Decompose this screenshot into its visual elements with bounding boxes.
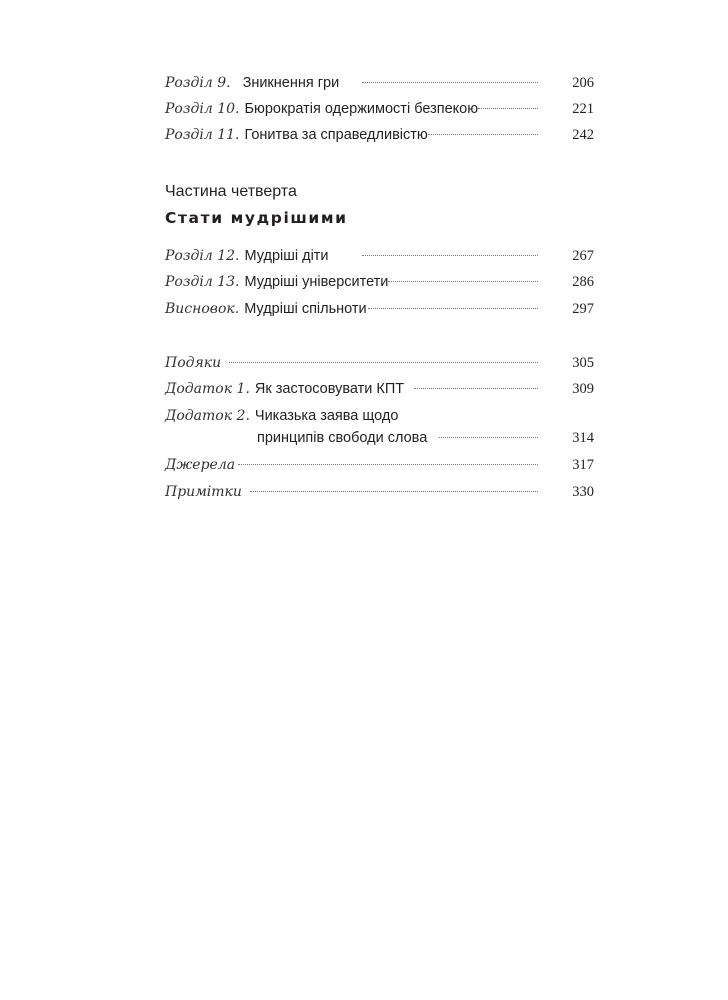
entry-title: Мудріші університети [244, 274, 389, 290]
dot-leader [414, 387, 538, 389]
entry-page-number: 330 [572, 484, 594, 500]
entry-label: Розділ 10. [165, 101, 240, 117]
entry-title-continuation: принципів свободи слова [257, 430, 428, 446]
toc-entry-chapter-11[interactable] [165, 124, 594, 146]
entry-title: Гонитва за справедливістю [244, 127, 428, 143]
toc-entry-appendix-1[interactable] [165, 378, 594, 400]
entry-page-number: 286 [572, 274, 594, 290]
entry-page-number: 221 [572, 101, 594, 117]
entry-title: Мудріші спільноти [244, 301, 367, 317]
dot-leader [368, 307, 538, 309]
toc-entry-chapter-12[interactable] [165, 245, 594, 267]
entry-label: Додаток 1. [165, 381, 250, 397]
entry-page-number: 305 [572, 355, 594, 371]
toc-entry-chapter-13[interactable] [165, 271, 594, 293]
entry-label: Подяки [165, 355, 222, 371]
entry-label: Висновок. [165, 301, 240, 317]
entry-page-number: 206 [572, 75, 594, 91]
dot-leader [388, 280, 538, 282]
dot-leader [478, 107, 538, 109]
dot-leader [229, 361, 538, 363]
entry-label: Розділ 12. [165, 248, 240, 264]
entry-title: Чиказька заява щодо [254, 408, 399, 424]
part-title: Стати мудрішими [165, 209, 348, 227]
entry-label: Розділ 9. [165, 75, 231, 91]
toc-entry-conclusion[interactable] [165, 298, 594, 320]
entry-page-number: 317 [572, 457, 594, 473]
toc-entry-chapter-10[interactable] [165, 98, 594, 120]
toc-entry-appendix-2[interactable] [165, 405, 594, 427]
part-name: Частина четверта [165, 183, 297, 200]
dot-leader [238, 463, 538, 465]
entry-page-number: 267 [572, 248, 594, 264]
toc-entry-acknowledgments[interactable] [165, 352, 594, 374]
entry-label: Додаток 2. [165, 408, 250, 424]
entry-page-number: 314 [572, 430, 594, 446]
entry-page-number: 297 [572, 301, 594, 317]
entry-label: Джерела [165, 457, 236, 473]
entry-label: Розділ 11. [165, 127, 240, 143]
entry-title: Зникнення гри [242, 75, 340, 91]
entry-label: Примітки [165, 484, 242, 500]
entry-title: Мудріші діти [244, 248, 329, 264]
dot-leader [428, 133, 538, 135]
dot-leader [250, 490, 538, 492]
dot-leader [362, 254, 538, 256]
toc-entry-sources[interactable] [165, 454, 594, 476]
toc-entry-appendix-2-continuation[interactable] [257, 427, 594, 449]
entry-page-number: 309 [572, 381, 594, 397]
toc-entry-chapter-9[interactable] [165, 72, 594, 94]
toc-entry-notes[interactable] [165, 481, 594, 503]
dot-leader [362, 81, 538, 83]
dot-leader [439, 436, 538, 438]
entry-label: Розділ 13. [165, 274, 240, 290]
entry-page-number: 242 [572, 127, 594, 143]
entry-title: Як застосовувати КПТ [254, 381, 405, 397]
entry-title: Бюрократія одержимості безпекою [244, 101, 479, 117]
